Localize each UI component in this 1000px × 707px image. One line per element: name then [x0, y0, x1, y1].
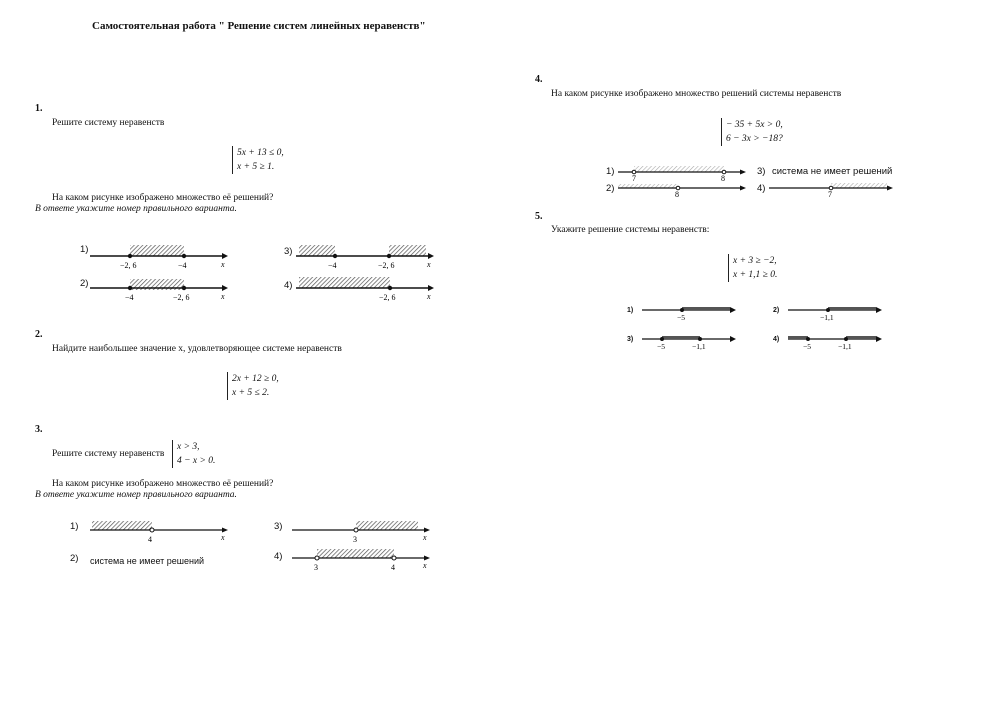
tick-label: −2, 6 [173, 293, 190, 302]
axis-arrow [222, 253, 228, 259]
tick-label: −5 [657, 342, 665, 351]
task1-prompt: Решите систему неравенств [52, 118, 165, 128]
hatch-region [299, 277, 390, 288]
axis-label: x [221, 260, 225, 269]
point-filled [387, 254, 391, 258]
task1-option2-label[interactable]: 2) [80, 278, 89, 289]
task4-option2-numberline[interactable] [618, 178, 753, 200]
task1-option1-label[interactable]: 1) [80, 244, 89, 255]
axis-arrow [740, 170, 746, 175]
task1-option4-label[interactable]: 4) [284, 280, 293, 291]
tick-label: 8 [721, 174, 725, 183]
tick-label: 8 [675, 190, 679, 199]
tick-label: 3 [353, 535, 357, 544]
tick-label: 4 [391, 563, 395, 572]
tick-label: −4 [328, 261, 337, 270]
axis-arrow [730, 336, 736, 342]
task5-prompt: Укажите решение системы неравенств: [551, 225, 710, 235]
task4-option1-label[interactable]: 1) [606, 166, 615, 177]
task1-option3-label[interactable]: 3) [284, 246, 293, 257]
point-filled [182, 254, 186, 258]
task2-number: 2. [35, 329, 43, 340]
task1-option2-numberline[interactable] [90, 272, 235, 304]
task3-prompt: Решите систему неравенств [52, 449, 165, 459]
point-open [354, 528, 358, 532]
point-filled [333, 254, 337, 258]
task4-option3-text[interactable]: система не имеет решений [772, 166, 893, 177]
task4-option4-numberline[interactable] [769, 178, 904, 200]
axis-arrow [424, 556, 430, 561]
tick-label: −2, 6 [378, 261, 395, 270]
tick-label: −5 [677, 313, 685, 322]
tick-label: −1,1 [692, 342, 706, 351]
task5-option2-label[interactable]: 2) [773, 307, 780, 314]
point-filled [844, 337, 848, 341]
task3-number: 3. [35, 424, 43, 435]
hatch-region [618, 184, 678, 188]
task3-question: На каком рисунке изображено множество её решений? [52, 479, 274, 489]
axis-label: x [423, 561, 427, 570]
task5-option2-numberline[interactable] [788, 302, 888, 324]
axis-arrow [740, 186, 746, 191]
point-filled [128, 286, 132, 290]
task3-option3-numberline[interactable] [292, 516, 437, 546]
axis-arrow [428, 253, 434, 259]
task3-option4-numberline[interactable] [292, 545, 437, 575]
axis-label: x [427, 260, 431, 269]
task2-system [227, 372, 279, 400]
axis-arrow [876, 307, 882, 313]
point-filled [128, 254, 132, 258]
task4-option4-label[interactable]: 4) [757, 183, 766, 194]
task5-eq1: x + 3 ≥ −2, [733, 256, 777, 266]
task1-system [232, 146, 284, 174]
point-open [315, 556, 319, 560]
task1-eq2: x + 5 ≥ 1. [237, 162, 275, 172]
axis-arrow [222, 528, 228, 533]
tick-label: −5 [803, 342, 811, 351]
task3-option2-text[interactable]: система не имеет решений [90, 556, 205, 566]
task4-system [721, 118, 783, 146]
tick-label: −2, 6 [120, 261, 137, 270]
hatch-region [92, 521, 152, 530]
task4-eq1: − 35 + 5x > 0, [726, 120, 783, 130]
hatch-region [317, 549, 394, 558]
task2-eq2: x + 5 ≤ 2. [232, 388, 270, 398]
task1-number: 1. [35, 103, 43, 114]
task5-eq2: x + 1,1 ≥ 0. [733, 270, 778, 280]
hatch-region [831, 183, 887, 188]
task3-note: В ответе укажите номер правильного варианта. [35, 490, 237, 500]
task3-eq2: 4 − x > 0. [177, 456, 216, 466]
point-open [392, 556, 396, 560]
task3-option1-numberline[interactable] [90, 516, 235, 546]
axis-label: x [221, 292, 225, 301]
point-filled [698, 337, 702, 341]
axis-label: x [221, 533, 225, 542]
task1-option4-numberline[interactable] [296, 272, 441, 304]
task3-option3-label[interactable]: 3) [274, 521, 283, 532]
task3-option1-label[interactable]: 1) [70, 521, 79, 532]
hatch-region [389, 245, 426, 256]
task2-prompt: Найдите наибольшее значение x, удовлетворяющее системе неравенств [52, 344, 342, 354]
task1-eq1: 5x + 13 ≤ 0, [237, 148, 284, 158]
axis-arrow [887, 186, 893, 191]
task5-option4-label[interactable]: 4) [773, 336, 780, 343]
axis-arrow [730, 307, 736, 313]
axis-arrow [876, 336, 882, 342]
point-filled [660, 337, 664, 341]
task5-option4-numberline[interactable] [788, 331, 888, 353]
point-filled [388, 286, 392, 290]
point-filled [826, 308, 830, 312]
axis-arrow [222, 285, 228, 291]
point-open [150, 528, 154, 532]
tick-label: 7 [828, 190, 832, 199]
hatch-region [356, 521, 418, 530]
task4-prompt: На каком рисунке изображено множество решений системы неравенств [551, 89, 842, 99]
task5-option3-label[interactable]: 3) [627, 336, 634, 343]
task4-eq2: 6 − 3x > −18? [726, 134, 783, 144]
page-title: Самостоятельная работа " Решение систем линейных неравенств" [92, 20, 426, 32]
hatch-region [634, 166, 724, 172]
axis-arrow [428, 285, 434, 291]
tick-label: −4 [125, 293, 134, 302]
tick-label: −1,1 [820, 313, 834, 322]
task1-note: В ответе укажите номер правильного варианта. [35, 204, 237, 214]
tick-label: −2, 6 [379, 293, 396, 302]
hatch-region [130, 245, 184, 256]
tick-label: 3 [314, 563, 318, 572]
task3-option2-label[interactable]: 2) [70, 553, 79, 564]
axis-label: x [423, 533, 427, 542]
task5-system [728, 254, 777, 282]
task3-system [172, 440, 215, 468]
axis-label: x [427, 292, 431, 301]
task3-option4-label[interactable]: 4) [274, 551, 283, 562]
task3-eq1: x > 3, [177, 442, 200, 452]
task1-option3-numberline[interactable] [296, 238, 441, 270]
tick-label: −4 [178, 261, 187, 270]
task4-option3-label[interactable]: 3) [757, 166, 766, 177]
task2-eq1: 2x + 12 ≥ 0, [232, 374, 279, 384]
point-filled [182, 286, 186, 290]
task5-option1-numberline[interactable] [642, 302, 742, 324]
point-filled [680, 308, 684, 312]
tick-label: 4 [148, 535, 152, 544]
task5-option1-label[interactable]: 1) [627, 307, 634, 314]
point-filled [806, 337, 810, 341]
task4-number: 4. [535, 74, 543, 85]
task1-question: На каком рисунке изображено множество её решений? [52, 193, 274, 203]
tick-label: −1,1 [838, 342, 852, 351]
task5-number: 5. [535, 211, 543, 222]
task1-option1-numberline[interactable] [90, 238, 235, 270]
tick-label: 7 [632, 174, 636, 183]
task4-option2-label[interactable]: 2) [606, 183, 615, 194]
axis-arrow [424, 528, 430, 533]
task5-option3-numberline[interactable] [642, 331, 742, 353]
hatch-region [299, 245, 335, 256]
